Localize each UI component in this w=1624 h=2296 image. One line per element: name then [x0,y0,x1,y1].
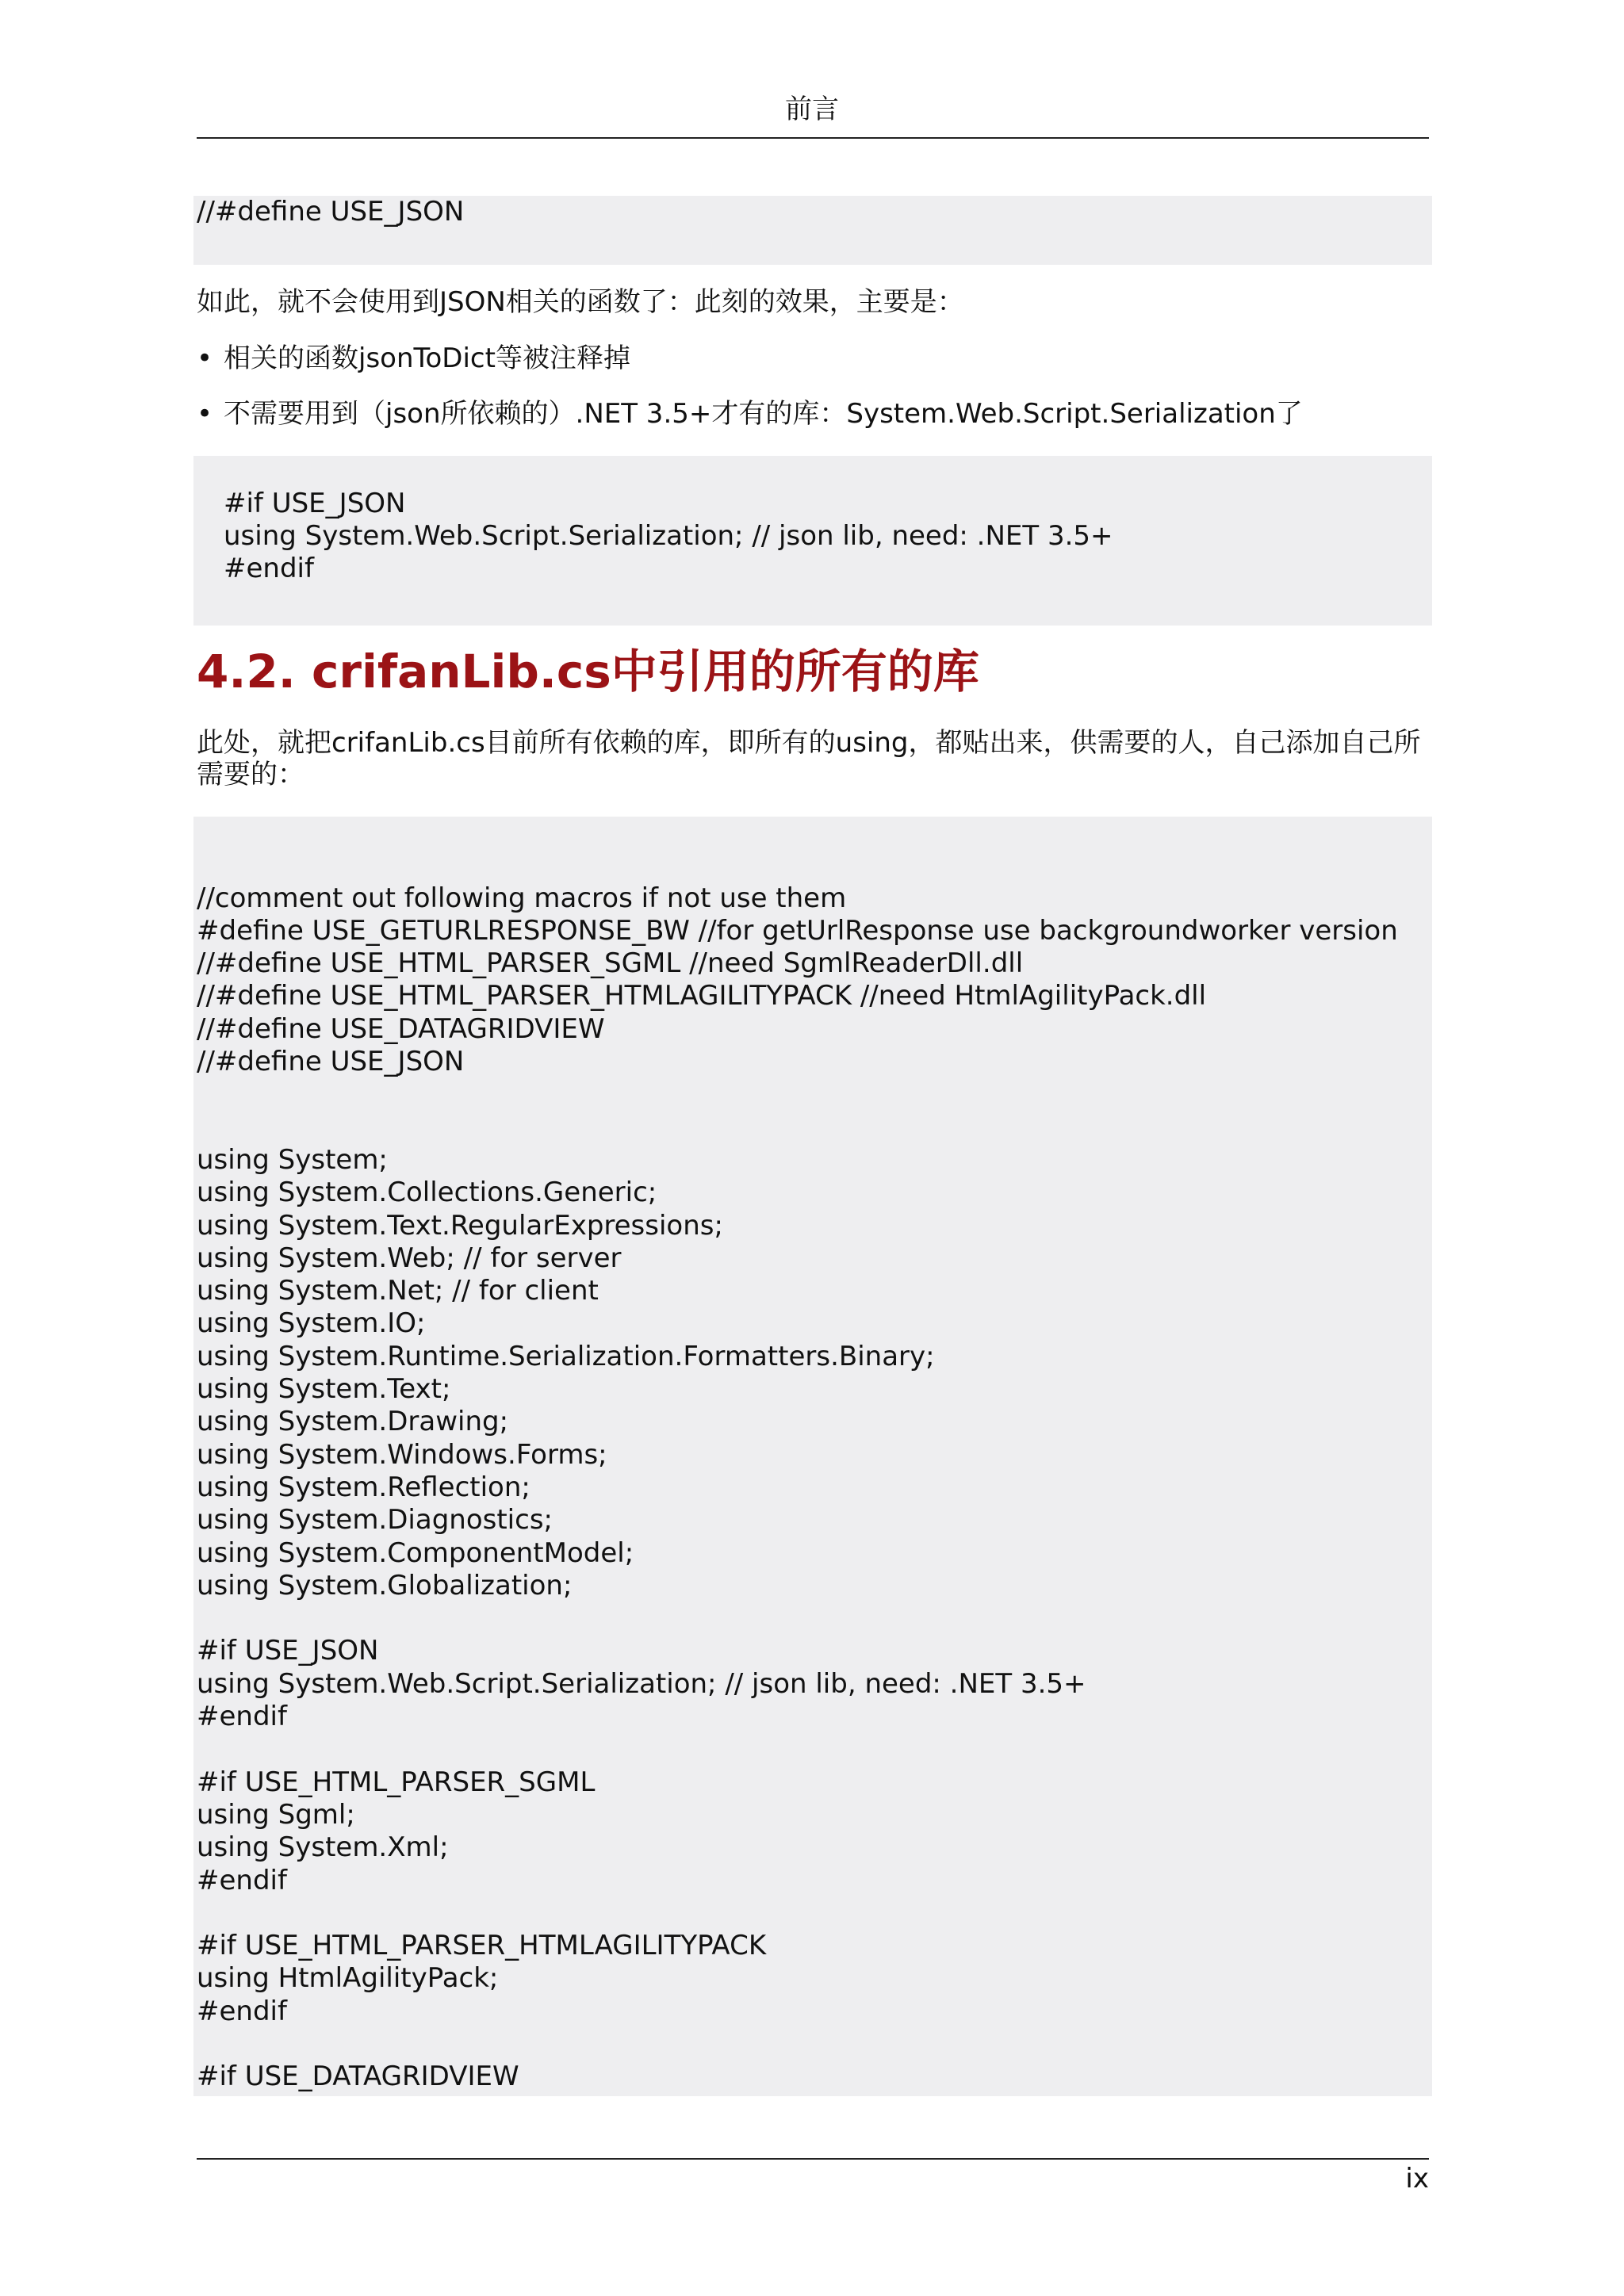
paragraph-effect: 如此，就不会使用到JSON相关的函数了：此刻的效果，主要是： [197,286,964,318]
section-intro-line-2: 需要的： [197,759,304,790]
bullet-text: 相关的函数jsonToDict等被注释掉 [224,342,630,374]
page-header-title: 前言 [785,94,839,125]
bullet-dot-icon: • [197,342,213,374]
section-intro-line-1: 此处，就把crifanLib.cs目前所有依赖的库，即所有的using，都贴出来，供需要的人，自己添加自己所 [197,727,1421,759]
bullet-item-2 [197,398,1303,430]
section-heading: 4.2. crifanLib.cs中引用的所有的库 [197,645,979,698]
header-rule [197,137,1429,139]
code-block-all-usings: //comment out following macros if not use them #define USE_GETURLRESPONSE_BW //for getUrlResponse use backgroundworker version //#define USE_HTML_PARSER_SGML //need SgmlReaderDll.dll //#define USE_HTML_PARSER_HTMLAGILITYPACK //need HtmlAgilityPack.dll //#define USE_DATAGRIDVIEW //#define USE_JSON using System; using System.Collections.Generic; using System.Text.RegularExpressions; using System.Web; // for server using System.Net; // for client using System.IO; using System.Runtime.Serialization.Formatters.Binary; using System.Text; using System.Drawing; using System.Windows.Forms; using System.Reflection; using System.Diagnostics; using System.ComponentModel; using System.Globalization; #if USE_JSON using System.Web.Script.Serialization; // json lib, need: .NET 3.5+ #endif #if USE_HTML_PARSER_SGML using Sgml; using System.Xml; #endif #if USE_HTML_PARSER_HTMLAGILITYPACK using HtmlAgilityPack; #endif #if USE_DATAGRIDVIEW [193,817,1432,2096]
bullet-dot-icon: • [197,398,213,430]
footer-rule [197,2158,1429,2160]
code-block-using-json: #if USE_JSON using System.Web.Script.Serialization; // json lib, need: .NET 3.5+ #endif [193,456,1432,626]
bullet-item-1 [197,342,630,374]
bullet-text: 不需要用到（json所依赖的）.NET 3.5+才有的库：System.Web.Script.Serialization了 [224,398,1303,430]
page-number: ix [1405,2163,1429,2195]
code-block-define-json: //#define USE_JSON [193,196,1432,265]
